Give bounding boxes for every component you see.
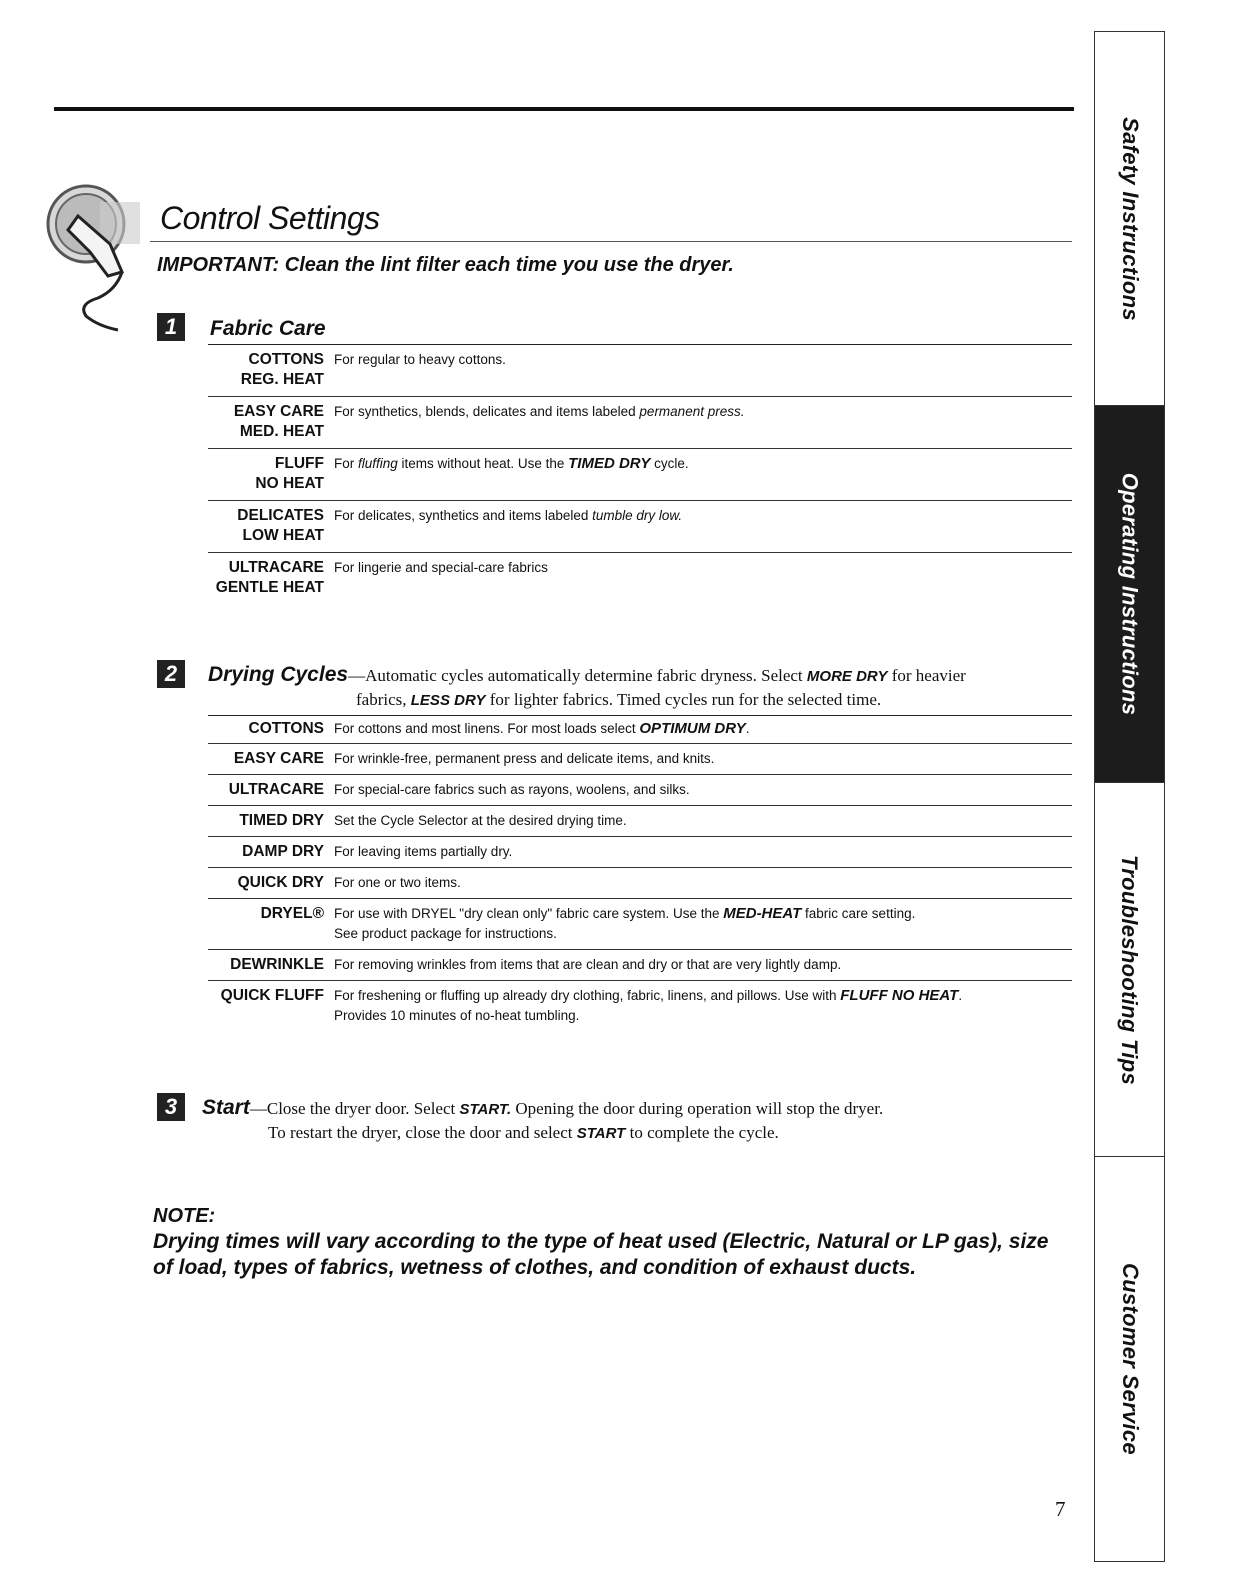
start-desc-line2: To restart the dryer, close the door and select START to complete the cycle. xyxy=(268,1123,779,1142)
table-row: EASY CARE For wrinkle-free, permanent press and delicate items, and knits. xyxy=(208,744,1072,775)
table-row: FLUFF NO HEAT For fluffing items without heat. Use the TIMED DRY cycle. xyxy=(208,449,1072,501)
table-row: QUICK DRY For one or two items. xyxy=(208,868,1072,899)
drying-cycles-table xyxy=(208,715,1072,1031)
hand-knob-icon xyxy=(38,180,142,340)
table-row: DRYEL® For use with DRYEL "dry clean only" fabric care system. Use the MED-HEAT fabric care setting. See product package for instructions. xyxy=(208,899,1072,950)
tab-safety-instructions[interactable]: Safety Instructions xyxy=(1095,32,1164,406)
section-3-badge: 3 xyxy=(157,1093,185,1121)
side-tab-bar xyxy=(1094,31,1165,1562)
table-row: DAMP DRY For leaving items partially dry. xyxy=(208,837,1072,868)
tab-operating-instructions[interactable]: Operating Instructions xyxy=(1095,406,1164,783)
section-2-badge: 2 xyxy=(157,660,185,688)
note-label: NOTE: xyxy=(153,1205,216,1227)
table-row: QUICK FLUFF For freshening or fluffing up already dry clothing, fabric, linens, and pillows. Use with FLUFF NO HEAT. Provides 10 minutes of no-heat tumbling. xyxy=(220,987,963,1023)
page-number: 7 xyxy=(1055,1497,1066,1521)
tab-troubleshooting-tips[interactable]: Troubleshooting Tips xyxy=(1095,783,1164,1157)
table-row: DEWRINKLE For removing wrinkles from items that are clean and dry or that are very lightly damp. xyxy=(208,950,1072,981)
start-heading: Start—Close the dryer door. Select START. Opening the door during operation will stop the dryer. xyxy=(202,1096,884,1119)
page-title: Control Settings xyxy=(160,200,380,236)
table-row: TIMED DRY Set the Cycle Selector at the desired drying time. xyxy=(208,806,1072,837)
table-row: DELICATES LOW HEAT For delicates, synthetics and items labeled tumble dry low. xyxy=(208,501,1072,553)
table-row: EASY CARE MED. HEAT For synthetics, blends, delicates and items labeled permanent press. xyxy=(208,397,1072,449)
table-row: ULTRACARE For special-care fabrics such as rayons, woolens, and silks. xyxy=(208,775,1072,806)
top-rule xyxy=(54,107,1074,111)
fabric-care-table xyxy=(208,344,1072,604)
tab-customer-service[interactable]: Customer Service xyxy=(1117,1263,1143,1455)
section-1-badge: 1 xyxy=(157,313,185,341)
important-notice: IMPORTANT: Clean the lint filter each time you use the dryer. xyxy=(157,254,734,276)
title-rule xyxy=(150,241,1072,242)
table-row: COTTONS For cottons and most linens. For most loads select OPTIMUM DRY. xyxy=(208,715,1072,744)
table-row: ULTRACARE GENTLE HEAT For lingerie and special-care fabrics xyxy=(215,559,548,596)
drying-cycles-desc-line2: fabrics, LESS DRY for lighter fabrics. Timed cycles run for the selected time. xyxy=(356,690,882,709)
note-text: Drying times will vary according to the type of heat used (Electric, Natural or LP gas), size of load, types of fabrics, wetness of clothes, and condition of exhaust ducts. xyxy=(153,1230,1049,1279)
table-row: COTTONS REG. HEAT For regular to heavy cottons. xyxy=(208,344,1072,397)
fabric-care-heading: Fabric Care xyxy=(210,317,326,340)
drying-cycles-heading: Drying Cycles—Automatic cycles automatically determine fabric dryness. Select MORE DRY for heavier xyxy=(208,663,966,686)
